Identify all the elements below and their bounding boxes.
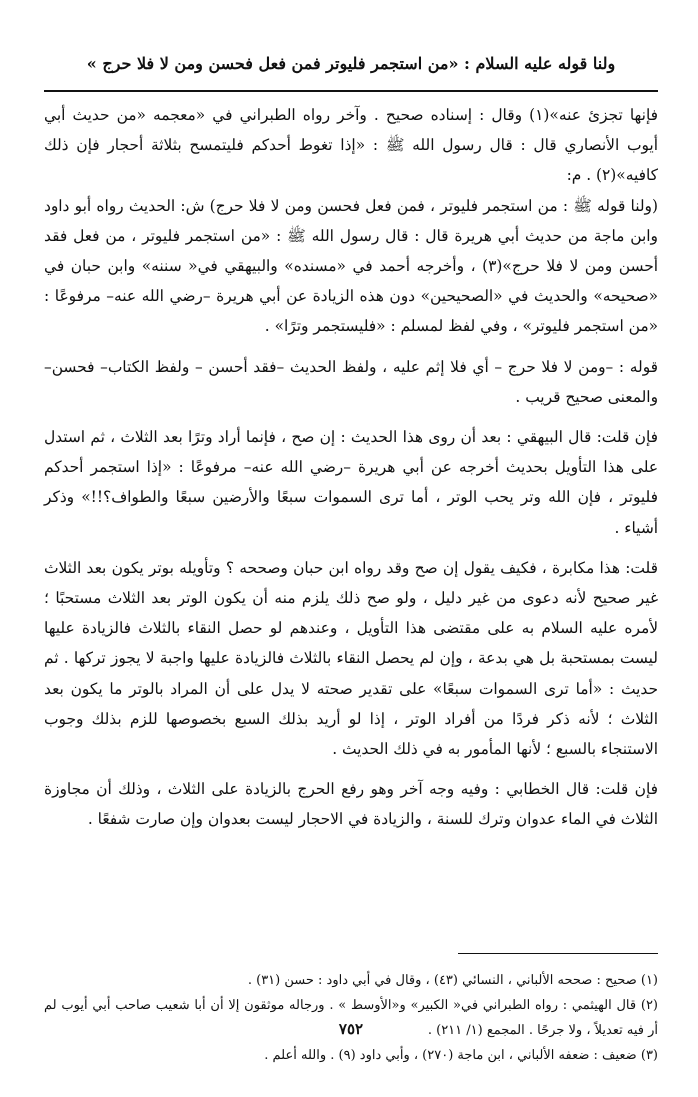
spacer <box>44 543 658 553</box>
paragraph-1: فإنها تجزئ عنه»(١) وقال : إسناده صحيح . وآخر رواه الطبراني في «معجمه «من حديث أبي أيوب الأنصاري قال : قال رسول الله ﷺ : «إذا تغوط أحدكم فليتمسح بثلاثة أحجار فإن ذلك كافيه»(٢) . م: <box>44 106 658 185</box>
footnote-1: (١) صحيح : صححه الألباني ، النسائي (٤٣) ، وقال في أبي داود : حسن (٣١) . <box>247 972 658 988</box>
header-rule <box>44 90 658 92</box>
spacer <box>44 764 658 774</box>
paragraph-3: قوله : –ومن لا فلا حرج – أي فلا إثم عليه ، ولفظ الحديث –فقد أحسن – ولفظ الكتاب– فحسن– والمعنى صحيح قريب . <box>44 357 658 406</box>
page-number: ٧٥٢ <box>338 1020 364 1038</box>
paragraph-2: (ولنا قوله ﷺ : من استجمر فليوتر ، فمن فعل فحسن ومن لا فلا حرج) ش: الحديث رواه أبو داود وابن ماجة من حديث أبي هريرة قال : قال رسول الله ﷺ : «من استجمر فليوتر ، من فعل فقد أحسن ومن لا فلا حرج»(٣) ، وأخرجه أحمد في «مسنده» والبيهقي في« سننه» وابن حبان في «صحيحه» والحديث في «الصحيحين» دون هذه الزيادة عن أبي هريرة –رضي الله عنه– مرفوعًا : «من استجمر فليوتر» ، وفي لفظ لمسلم : «فليستجمر وترًا» . <box>44 196 658 336</box>
paragraph-5: قلت: هذا مكابرة ، فكيف يقول إن صح وقد رواه ابن حبان وصححه ؟ وتأويله بوتر يكون بعد الثلاث غير صحيح لأنه دعوى من غير دليل ، ولو صح ذلك يلزم منه أن يكون الوتر بعد الثلاث مستحبًا ؛ لأمره عليه السلام به على مقتضى هذا التأويل ، وعندهم لو حصل النقاء بالثلاث فالزيادة عليها ليست بمستحبة بل هي بدعة ، وإن لم يحصل النقاء بالثلاث فالزيادة عليها واجبة لا يجوز تركها . ثم حديث : «أما ترى السموات سبعًا» على تقدير صحته لا يدل على أن المراد بالوتر ما يكون بعد الثلاث ؛ لأنه ذكر فردًا من أفراد الوتر ، إذا لو أريد بذلك السبع بخصوصها للزم بذلك وجوب الاستنجاء بالسبع ؛ لأنها المأمور به في ذلك الحديث . <box>44 558 658 759</box>
paragraph-6: فإن قلت: قال الخطابي : وفيه وجه آخر وهو رفع الحرج بالزيادة على الثلاث ، وذلك أن مجاوزة الثلاث في الماء عدوان وترك للسنة ، والزيادة في الاحجار ليست بعدوان وإن صارت شفعًا . <box>44 780 658 829</box>
spacer <box>44 412 658 422</box>
paragraph-4: فإن قلت: قال البيهقي : بعد أن روى هذا الحديث : إن صح ، فإنما أراد وترًا بعد الثلاث ، ثم استدل على هذا التأويل بحديث أخرجه عن أبي هريرة –رضي الله عنه– مرفوعًا : «إذا استجمر أحدكم فليوتر ، فإن الله وتر يحب الوتر ، أما ترى السموات سبعًا والأرضين سبعًا والطواف؟!!» وذكر أشياء . <box>44 428 658 537</box>
book-page <box>44 50 658 1063</box>
footnote-3: (٣) ضعيف : ضعفه الألباني ، ابن ماجة (٢٧٠) ، وأبي داود (٩) . والله أعلم . <box>264 1047 658 1063</box>
footnote-rule <box>458 953 658 954</box>
footnote-2: (٢) قال الهيثمي : رواه الطبراني في« الكبير» و«الأوسط » . ورجاله موثقون إلا أن أبا شعيب صاحب أبي أيوب لم أر فيه تعديلاً ، ولا جرحًا . المجمع (١/ ٢١١) . <box>44 997 658 1038</box>
spacer <box>44 342 658 352</box>
running-head: ولنا قوله عليه السلام : «من استجمر فليوتر فمن فعل فحسن ومن لا فلا حرج » <box>86 54 616 73</box>
